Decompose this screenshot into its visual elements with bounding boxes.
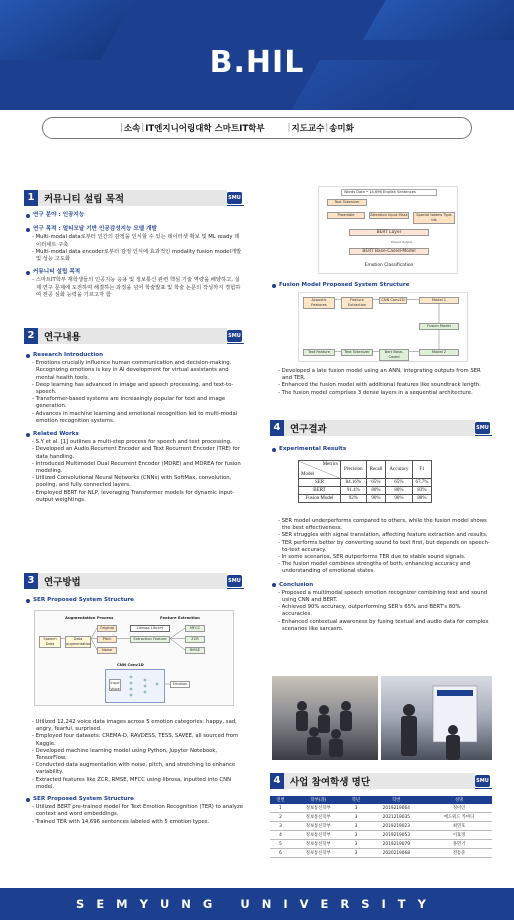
list-item: - Developed machine learning model using Python, Jupyter Notebook, TensorFlow. [32, 747, 218, 762]
bert-structure-diagram [318, 186, 458, 274]
diagram-node: Extraction Feature [130, 636, 170, 643]
table-header: F1 [412, 461, 432, 479]
list-item: - Achieved 90% accuracy, outperforming SER's 65% and BERT's 80% accuracies. [278, 604, 461, 618]
diagram-node: Feature Extraction [341, 297, 373, 309]
people-photo-icon [381, 676, 492, 760]
smu-logo-icon: SMU [475, 775, 490, 787]
smu-logo-icon: SMU [227, 330, 242, 342]
diagram-label: Emotion Classification [364, 263, 414, 268]
section-title: 연구내용 [38, 328, 227, 344]
list-item: - Conducted data augmentation with noise, pitch, and stretching to enhance variability. [32, 762, 236, 776]
diagram-node: Original [97, 625, 117, 632]
conclusion-title: Conclusion [272, 582, 492, 589]
section-title: 사업 참여학생 명단 [284, 773, 475, 789]
diagram-node: Fusion Model [419, 323, 459, 330]
section-number: 4 [270, 773, 284, 789]
diagram-node: Attention Input Mask [370, 213, 408, 217]
section-title: 연구방법 [38, 573, 227, 589]
diagram-node: Model 2 [419, 349, 459, 356]
diagram-label: CNN Conv1D [117, 662, 144, 667]
ser-structure-title-2: SER Proposed System Structure [26, 796, 244, 803]
list-item: - Deep learning has advanced in image and speech processing, and text-to-speech. [32, 381, 234, 396]
diagram-node: MFCC [185, 625, 205, 632]
list-item: - Advances in machine learning and emotional recognition led to multi-modal emotion recognition systems. [32, 410, 238, 424]
section-number: 4 [270, 420, 284, 436]
people-photo-icon [272, 676, 378, 760]
list-item: - Employed four datasets: CREMA-D, RAVDESS, TESS, SAVEE, all sourced from Kaggle. [32, 733, 239, 747]
table-row: Fusion Model 92% 90% 90% 88% [299, 495, 432, 503]
table-header: 학부(과) [291, 796, 346, 804]
affiliation-label: 소속 [123, 124, 141, 134]
smu-logo-icon: SMU [475, 422, 490, 434]
research-goal-title: 연구 목적 : 멀티모달 기반 인공감성지능 모델 개발 [26, 226, 244, 233]
table-header: Accuracy [386, 461, 412, 479]
diagram-node: Input Voice [110, 681, 120, 691]
fusion-structure-diagram [298, 292, 468, 362]
table-corner: Metrics Model [299, 461, 341, 479]
list-item: - Extracted features like ZCR, RMSE, MFCC using librosa, inputted into CNN model. [32, 776, 232, 790]
section-1-body [26, 212, 244, 299]
diagram-node: Librosa Library [130, 625, 170, 632]
diagram-node: Emotion [170, 681, 190, 688]
list-item: - Enhanced contextual awareness by fusing textual and audio data for complex scenarios like sarcasm. [278, 618, 489, 632]
section-2-header [24, 328, 244, 344]
list-item: - SER model underperforms compared to others, while the fusion model shows the best effectiveness. [278, 518, 487, 532]
list-item: - TER performs better by converting sound to text first, but depends on speech-to-text accuracy. [278, 539, 490, 553]
ser-structure-title: SER Proposed System Structure [26, 597, 244, 604]
info-bar: | 소속 | IT엔지니어링대학 스마트IT학부 | 지도교수 | 송미화 [42, 117, 472, 139]
list-item: - S.Y et al. [1] outlines a multi-step process for speech and text processing. [32, 439, 232, 446]
diagram-arrows [35, 611, 235, 707]
table-row: 5 정보통신학부 3 2019219079 홍민기 [270, 840, 492, 849]
diagram-node: Acoustic Features [303, 297, 335, 309]
footer-banner: SEMYUNG UNIVERSITY [0, 888, 514, 920]
list-item: - Transformer-based systems are increasingly popular for text and image generation. [32, 396, 226, 410]
list-item: - 스마트IT학부 재학생들의 인공지능 응용 및 정보통신 관련 핵심 기술 역량을 배양하고, 실제 연구 문제에 도전하며 해결하는 과정을 넘어 학술발표 및 학술 논문의 작성까지 경험하여 전공 심화 능력을 기르고자 함 [32, 277, 241, 298]
diagram-node: Preamble [327, 212, 365, 219]
diagram-node: Speech Data [39, 636, 61, 648]
diagram-node: Model 1 [419, 297, 459, 304]
table-row: 6 정보통신학부 3 2020219068 전동준 [270, 849, 492, 858]
diagram-node: Noise [97, 647, 117, 654]
related-works-title: Related Works [26, 431, 244, 438]
results-body [272, 518, 492, 633]
exp-title-block [272, 446, 492, 454]
table-row: 2 정보통신학부 3 2021219035 에드워드 카마디 [270, 813, 492, 822]
results-table [298, 460, 432, 503]
list-item: - Emotions crucially influence human communication and decision-making. Recognizing emotions is key in AI development for virtual assistants and mental health tools. [32, 360, 232, 381]
table-row: 3 정보통신학부 3 2019219023 최민호 [270, 822, 492, 831]
list-item: - Developed an Audio Recurrent Encoder and Text Recurrent Encoder (TRE) for data handling. [32, 446, 240, 460]
table-row: 1 정보통신학부 3 2019219064 정이인 [270, 804, 492, 813]
research-field: 연구 분야 : 인공지능 [26, 212, 244, 219]
smu-logo-icon: SMU [227, 575, 242, 587]
list-item: - The fusion model combines strengths of both, enhancing accuracy and understanding of emotional states. [278, 561, 471, 575]
table-header: 학번 [367, 796, 427, 804]
diagram-label: Pooled Output [391, 240, 413, 244]
ser-title-block [26, 597, 244, 605]
poster-photo [381, 676, 492, 760]
list-item: - Utilized 12,242 voice data images across 5 emotion categories: happy, sad, angry, fearful, surprised. [32, 719, 237, 733]
list-item: - Introduced Multimodel Dual Recurrent Encoder (MDRE) and MDREA for fusion modeling. [32, 460, 241, 475]
experimental-results-title: Experimental Results [272, 446, 492, 453]
diagram-node: Text Tokenizer [327, 199, 367, 206]
section-title: 연구결과 [284, 420, 475, 436]
section-1-header [24, 190, 244, 206]
diagram-label: Augmentation Process [65, 615, 114, 620]
table-header: 학년 [346, 796, 367, 804]
list-item: - SER struggles with signal translation, affecting feature extraction and results. [278, 532, 488, 539]
affiliation-value: IT엔지니어링대학 스마트IT학부 [145, 124, 265, 134]
diagram-node: Pitch [97, 636, 117, 643]
diagram-node: BERT Base-Cased-Model [349, 248, 429, 255]
list-item: - In some scenarios, SER outperforms TER due to stable sound signals. [278, 554, 466, 561]
list-item: - The fusion model comprises 3 dense layers in a sequential architecture. [278, 389, 473, 396]
table-header: Recall [366, 461, 386, 479]
fusion-title-block [272, 282, 492, 290]
table-row: SER 84.16% 65% 65% 67.7% [299, 479, 432, 487]
diagram-node: Special tokens Type Ids [413, 212, 455, 224]
table-header: 연번 [270, 796, 291, 804]
diagram-node: BERT Layer [349, 229, 429, 236]
diagram-node: Data augmentation [66, 637, 92, 646]
diagram-label: Feature Extraction [160, 615, 200, 620]
diagram-node: Text Feature [303, 349, 335, 356]
diagram-arrows [299, 293, 469, 363]
advisor-value: 송미화 [329, 124, 354, 134]
fusion-structure-title: Fusion Model Proposed System Structure [272, 282, 492, 289]
table-header: Precision [341, 461, 367, 479]
fusion-body [272, 368, 492, 397]
section-2-body [26, 352, 244, 504]
poster-title: B.HIL [209, 45, 305, 80]
list-item: - Utilized BERT pre-trained model for Text Emotion Recognition (TER) to analyze context and word embeddings. [32, 804, 244, 818]
list-item: - Enhanced the fusion model with additional features like soundtrack length. [278, 382, 481, 389]
diagram-node: Text Tokenizer [341, 349, 373, 356]
list-item: - Multi-modal data로부터 인간의 감정을 인식할 수 있는 데이터셋 확보 및 ML ready 데이터세트 구축 [32, 234, 240, 248]
section-4-header [270, 420, 492, 436]
community-purpose-title: 커뮤니티 설립 목적 [26, 269, 244, 276]
student-table [270, 796, 492, 858]
ser-structure-diagram [34, 610, 234, 706]
list-item: - Multi-modal data encoder로부터 감정 인식에 효과적인 modality fusion model개발 및 성능 고도화 [32, 248, 242, 263]
section-title: 커뮤니티 설립 목적 [38, 190, 227, 206]
section-3-body [26, 719, 244, 826]
diagram-node: Words Data • 14,696 English Sentences [341, 189, 437, 196]
header-banner [0, 0, 514, 110]
list-item: - Developed a late fusion model using an ANN, integrating outputs from SER and TER. [278, 368, 481, 382]
research-intro-title: Research Introduction [26, 352, 244, 359]
diagram-node: RMSE [185, 647, 205, 654]
list-item: - Utilized Convolutional Neural Networks (CNNs) with SoftMax, convolution, pooling, and fully connected layers. [32, 475, 232, 489]
section-number: 2 [24, 328, 38, 344]
team-photo [272, 676, 378, 760]
section-number: 3 [24, 573, 38, 589]
diagram-node: CNN Conv1D [379, 297, 407, 304]
diagram-node: Bert Base-Cased [379, 349, 409, 361]
section-5-header [270, 773, 492, 789]
section-number: 1 [24, 190, 38, 206]
list-item: - Employed BERT for NLP, leveraging Transformer models for dynamic input-output weightings. [32, 489, 235, 503]
list-item: - Trained TER with 14,696 sentences labeled with 5 emotion types. [32, 818, 210, 825]
diagram-node: ZCR [185, 636, 205, 643]
list-item: - Proposed a multimodal speech emotion recognizer combining text and sound using CNN and BERT. [278, 589, 488, 604]
advisor-label: 지도교수 [291, 124, 325, 134]
table-row: BERT 91.4% 80% 80% 83% [299, 487, 432, 495]
table-row: 4 정보통신학부 3 2019219053 이효정 [270, 831, 492, 840]
table-header: 성명 [426, 796, 492, 804]
section-3-header [24, 573, 244, 589]
smu-logo-icon: SMU [227, 192, 242, 204]
